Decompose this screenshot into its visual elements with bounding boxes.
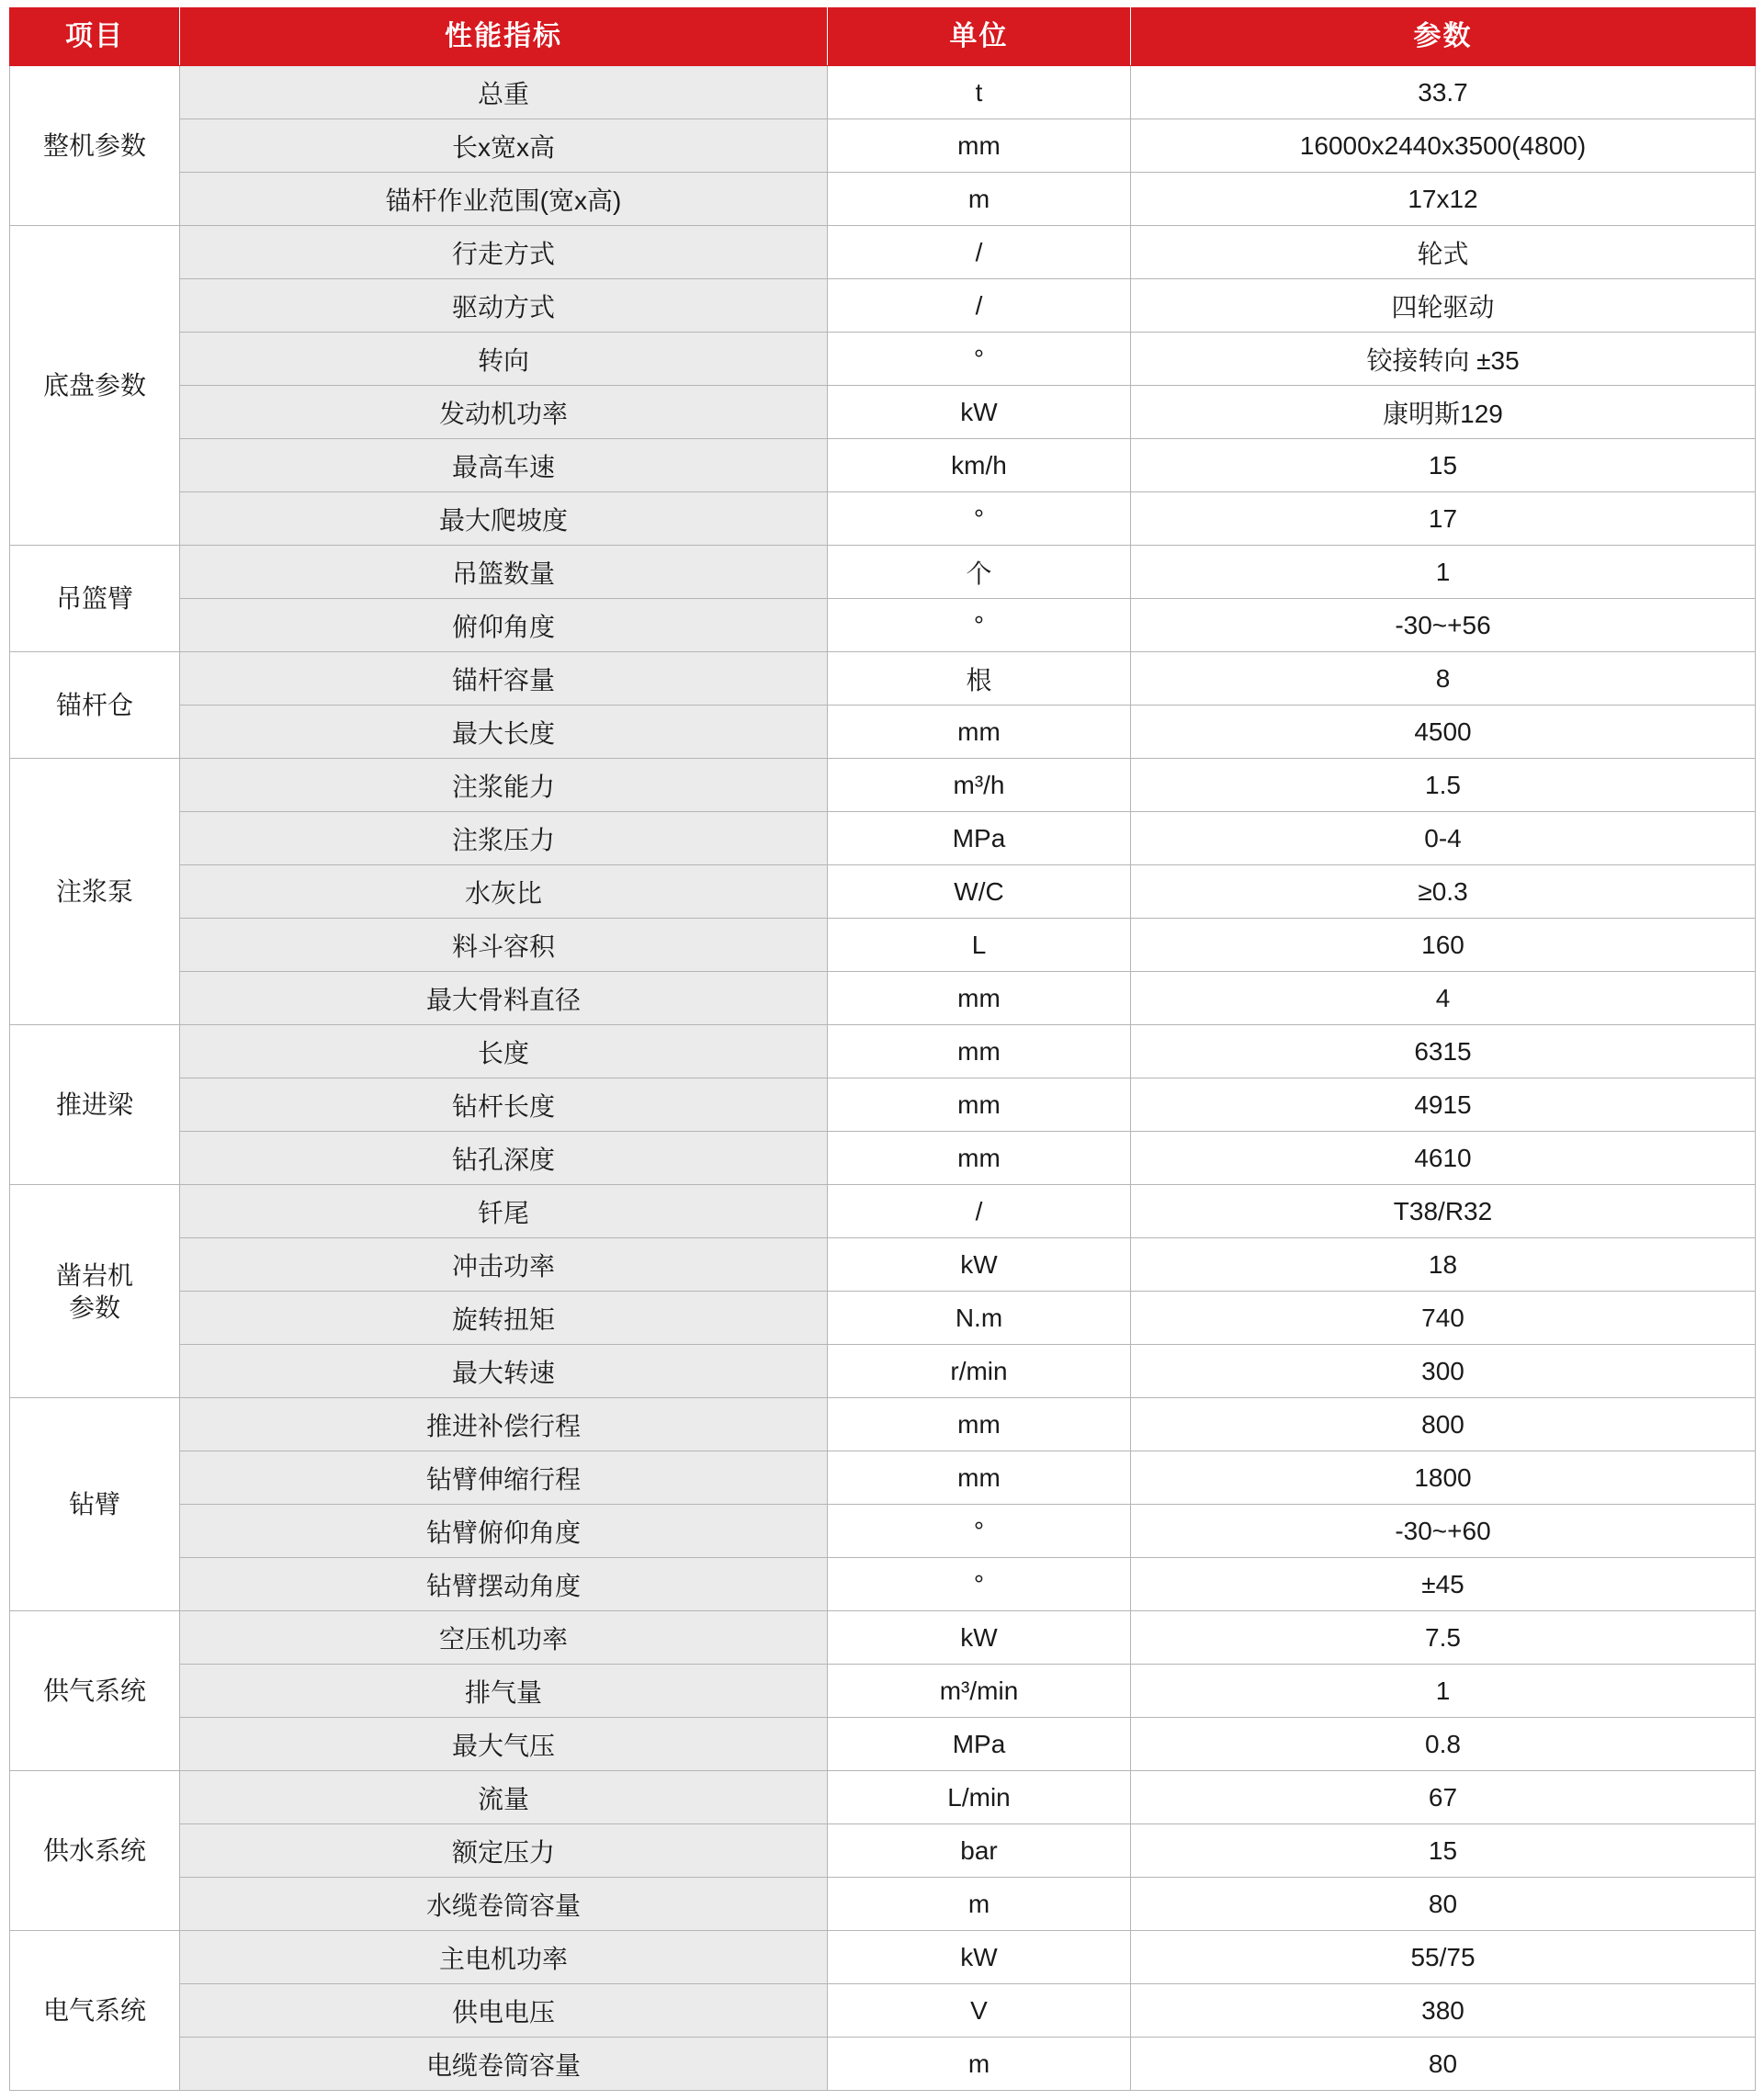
unit-value: / (828, 226, 1131, 279)
parameter-value: 300 (1131, 1345, 1756, 1398)
parameter-value: 160 (1131, 919, 1756, 972)
metric-label: 长度 (180, 1025, 828, 1078)
metric-label: 钻杆长度 (180, 1078, 828, 1132)
table-row (10, 279, 1756, 333)
parameter-value: T38/R32 (1131, 1185, 1756, 1238)
table-row (10, 333, 1756, 386)
unit-value: MPa (828, 812, 1131, 865)
group-label: 供气系统 (10, 1611, 180, 1771)
table-row (10, 439, 1756, 492)
metric-label: 钻孔深度 (180, 1132, 828, 1185)
metric-label: 排气量 (180, 1665, 828, 1718)
parameter-value: -30~+56 (1131, 599, 1756, 652)
unit-value: bar (828, 1824, 1131, 1878)
parameter-value: 17x12 (1131, 173, 1756, 226)
metric-label: 最大气压 (180, 1718, 828, 1771)
table-row (10, 1345, 1756, 1398)
group-label: 凿岩机 参数 (10, 1185, 180, 1398)
unit-value: mm (828, 1078, 1131, 1132)
parameter-value: 轮式 (1131, 226, 1756, 279)
group-label: 底盘参数 (10, 226, 180, 546)
unit-value: m (828, 2038, 1131, 2091)
unit-value: m (828, 1878, 1131, 1931)
metric-label: 锚杆容量 (180, 652, 828, 706)
group-label: 锚杆仓 (10, 652, 180, 759)
unit-value: N.m (828, 1292, 1131, 1345)
metric-label: 最大转速 (180, 1345, 828, 1398)
metric-label: 旋转扭矩 (180, 1292, 828, 1345)
parameter-value: 55/75 (1131, 1931, 1756, 1984)
group-label: 注浆泵 (10, 759, 180, 1025)
metric-label: 料斗容积 (180, 919, 828, 972)
table-header-row (10, 8, 1756, 66)
metric-label: 流量 (180, 1771, 828, 1824)
parameter-value: 18 (1131, 1238, 1756, 1292)
unit-value: r/min (828, 1345, 1131, 1398)
specification-table (9, 7, 1756, 2091)
table-row (10, 1505, 1756, 1558)
table-row (10, 173, 1756, 226)
parameter-value: 17 (1131, 492, 1756, 546)
unit-value: km/h (828, 439, 1131, 492)
parameter-value: ≥0.3 (1131, 865, 1756, 919)
table-row (10, 1718, 1756, 1771)
table-row (10, 1878, 1756, 1931)
unit-value: L (828, 919, 1131, 972)
metric-label: 水缆卷筒容量 (180, 1878, 828, 1931)
unit-value: ° (828, 333, 1131, 386)
table-row (10, 1238, 1756, 1292)
metric-label: 行走方式 (180, 226, 828, 279)
unit-value: W/C (828, 865, 1131, 919)
group-label: 电气系统 (10, 1931, 180, 2091)
table-row (10, 1558, 1756, 1611)
unit-value: kW (828, 1931, 1131, 1984)
metric-label: 吊篮数量 (180, 546, 828, 599)
metric-label: 最大爬坡度 (180, 492, 828, 546)
table-row (10, 66, 1756, 119)
parameter-value: -30~+60 (1131, 1505, 1756, 1558)
parameter-value: 0-4 (1131, 812, 1756, 865)
column-header-group: 项目 (10, 8, 180, 66)
metric-label: 水灰比 (180, 865, 828, 919)
parameter-value: 4610 (1131, 1132, 1756, 1185)
table-row (10, 812, 1756, 865)
table-row (10, 1771, 1756, 1824)
table-row (10, 1824, 1756, 1878)
table-header (10, 8, 1756, 66)
table-body (10, 66, 1756, 2091)
unit-value: mm (828, 119, 1131, 173)
table-row (10, 1611, 1756, 1665)
unit-value: 根 (828, 652, 1131, 706)
parameter-value: 8 (1131, 652, 1756, 706)
table-row (10, 1451, 1756, 1505)
unit-value: m (828, 173, 1131, 226)
unit-value: ° (828, 1558, 1131, 1611)
metric-label: 供电电压 (180, 1984, 828, 2038)
unit-value: MPa (828, 1718, 1131, 1771)
table-row (10, 599, 1756, 652)
unit-value: kW (828, 386, 1131, 439)
table-row (10, 492, 1756, 546)
group-label: 供水系统 (10, 1771, 180, 1931)
unit-value: ° (828, 1505, 1131, 1558)
parameter-value: 800 (1131, 1398, 1756, 1451)
parameter-value: 4 (1131, 972, 1756, 1025)
unit-value: / (828, 1185, 1131, 1238)
metric-label: 长x宽x高 (180, 119, 828, 173)
parameter-value: 4500 (1131, 706, 1756, 759)
unit-value: m³/min (828, 1665, 1131, 1718)
table-row (10, 1931, 1756, 1984)
metric-label: 推进补偿行程 (180, 1398, 828, 1451)
group-label: 吊篮臂 (10, 546, 180, 652)
table-row (10, 1078, 1756, 1132)
parameter-value: 康明斯129 (1131, 386, 1756, 439)
parameter-value: 铰接转向 ±35 (1131, 333, 1756, 386)
metric-label: 发动机功率 (180, 386, 828, 439)
table-row (10, 759, 1756, 812)
parameter-value: 4915 (1131, 1078, 1756, 1132)
unit-value: mm (828, 706, 1131, 759)
metric-label: 钎尾 (180, 1185, 828, 1238)
table-row (10, 1025, 1756, 1078)
table-row (10, 2038, 1756, 2091)
group-label: 推进梁 (10, 1025, 180, 1185)
parameter-value: 740 (1131, 1292, 1756, 1345)
parameter-value: 6315 (1131, 1025, 1756, 1078)
unit-value: ° (828, 599, 1131, 652)
parameter-value: 16000x2440x3500(4800) (1131, 119, 1756, 173)
unit-value: mm (828, 1132, 1131, 1185)
metric-label: 驱动方式 (180, 279, 828, 333)
metric-label: 锚杆作业范围(宽x高) (180, 173, 828, 226)
metric-label: 转向 (180, 333, 828, 386)
table-row (10, 119, 1756, 173)
metric-label: 冲击功率 (180, 1238, 828, 1292)
unit-value: kW (828, 1611, 1131, 1665)
group-label: 整机参数 (10, 66, 180, 226)
table-row (10, 706, 1756, 759)
parameter-value: 15 (1131, 1824, 1756, 1878)
unit-value: ° (828, 492, 1131, 546)
table-row (10, 652, 1756, 706)
parameter-value: 67 (1131, 1771, 1756, 1824)
unit-value: 个 (828, 546, 1131, 599)
parameter-value: 1800 (1131, 1451, 1756, 1505)
parameter-value: 1.5 (1131, 759, 1756, 812)
table-row (10, 972, 1756, 1025)
unit-value: kW (828, 1238, 1131, 1292)
table-row (10, 919, 1756, 972)
metric-label: 注浆压力 (180, 812, 828, 865)
metric-label: 主电机功率 (180, 1931, 828, 1984)
parameter-value: 7.5 (1131, 1611, 1756, 1665)
table-row (10, 1665, 1756, 1718)
unit-value: / (828, 279, 1131, 333)
parameter-value: 1 (1131, 546, 1756, 599)
unit-value: mm (828, 1451, 1131, 1505)
metric-label: 电缆卷筒容量 (180, 2038, 828, 2091)
unit-value: L/min (828, 1771, 1131, 1824)
table-row (10, 1292, 1756, 1345)
parameter-value: ±45 (1131, 1558, 1756, 1611)
table-row (10, 1132, 1756, 1185)
metric-label: 钻臂伸缩行程 (180, 1451, 828, 1505)
metric-label: 最大骨料直径 (180, 972, 828, 1025)
metric-label: 钻臂俯仰角度 (180, 1505, 828, 1558)
table-row (10, 546, 1756, 599)
table-row (10, 1398, 1756, 1451)
parameter-value: 15 (1131, 439, 1756, 492)
parameter-value: 380 (1131, 1984, 1756, 2038)
group-label: 钻臂 (10, 1398, 180, 1611)
column-header-value: 参数 (1131, 8, 1756, 66)
parameter-value: 33.7 (1131, 66, 1756, 119)
metric-label: 空压机功率 (180, 1611, 828, 1665)
metric-label: 最大长度 (180, 706, 828, 759)
parameter-value: 0.8 (1131, 1718, 1756, 1771)
table-row (10, 1185, 1756, 1238)
table-row (10, 1984, 1756, 2038)
column-header-unit: 单位 (828, 8, 1131, 66)
metric-label: 俯仰角度 (180, 599, 828, 652)
table-row (10, 386, 1756, 439)
metric-label: 钻臂摆动角度 (180, 1558, 828, 1611)
metric-label: 最高车速 (180, 439, 828, 492)
unit-value: V (828, 1984, 1131, 2038)
metric-label: 总重 (180, 66, 828, 119)
column-header-metric: 性能指标 (180, 8, 828, 66)
unit-value: t (828, 66, 1131, 119)
table-row (10, 226, 1756, 279)
parameter-value: 四轮驱动 (1131, 279, 1756, 333)
unit-value: mm (828, 1398, 1131, 1451)
unit-value: mm (828, 1025, 1131, 1078)
parameter-value: 1 (1131, 1665, 1756, 1718)
parameter-value: 80 (1131, 1878, 1756, 1931)
unit-value: m³/h (828, 759, 1131, 812)
unit-value: mm (828, 972, 1131, 1025)
metric-label: 注浆能力 (180, 759, 828, 812)
table-row (10, 865, 1756, 919)
parameter-value: 80 (1131, 2038, 1756, 2091)
metric-label: 额定压力 (180, 1824, 828, 1878)
